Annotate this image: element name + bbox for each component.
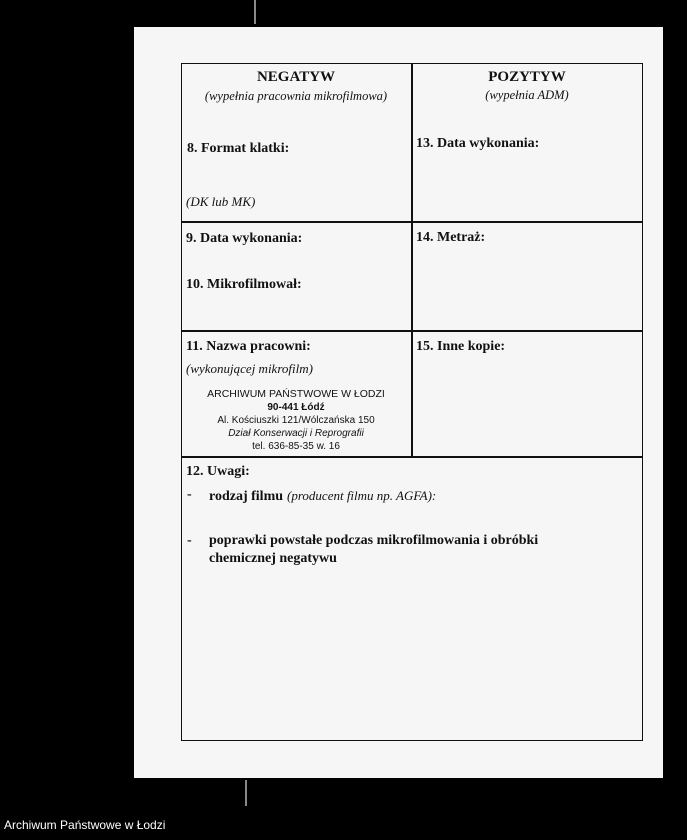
row-divider-1 bbox=[181, 221, 643, 223]
stamp-line-phone: tel. 636-85-35 w. 16 bbox=[252, 441, 340, 452]
field-8-hint: (DK lub MK) bbox=[186, 194, 256, 209]
field-12-remarks-label: 12. Uwagi: bbox=[186, 464, 250, 479]
archive-footer-caption: Archiwum Państwowe w Łodzi bbox=[4, 818, 166, 832]
row-divider-2 bbox=[181, 330, 643, 332]
field-14-length-label: 14. Metraż: bbox=[416, 230, 486, 245]
pozytyw-subtitle: (wypełnia ADM) bbox=[485, 88, 569, 102]
remark-film-type-label: rodzaj filmu bbox=[209, 489, 284, 504]
row-divider-3 bbox=[181, 456, 643, 458]
stamp-line-department: Dział Konserwacji i Reprografii bbox=[228, 428, 364, 439]
stamp-line-address: Al. Kościuszki 121/Wólczańska 150 bbox=[217, 415, 375, 426]
pozytyw-title: POZYTYW bbox=[488, 69, 566, 85]
field-13-date-label: 13. Data wykonania: bbox=[416, 136, 540, 151]
field-15-copies-label: 15. Inne kopie: bbox=[416, 339, 506, 354]
field-11-workshop-label: 11. Nazwa pracowni: bbox=[186, 339, 311, 354]
stamp-line-institution: ARCHIWUM PAŃSTWOWE W ŁODZI bbox=[207, 388, 385, 400]
negatyw-subtitle: (wypełnia pracownia mikrofilmowa) bbox=[204, 89, 388, 103]
bullet-2: - bbox=[187, 533, 192, 548]
negatyw-title: NEGATYW bbox=[256, 69, 336, 85]
field-8-format-label: 8. Format klatki: bbox=[187, 141, 290, 156]
field-10-operator-label: 10. Mikrofilmował: bbox=[186, 277, 302, 292]
bullet-1: - bbox=[187, 487, 192, 502]
remark-corrections-line1: poprawki powstałe podczas mikrofilmowania i obróbki bbox=[209, 533, 539, 548]
remark-corrections-line2: chemicznej negatywu bbox=[209, 551, 337, 566]
field-9-date-label: 9. Data wykonania: bbox=[186, 231, 303, 246]
column-divider bbox=[411, 63, 413, 457]
remark-film-type-hint: (producent filmu np. AGFA): bbox=[287, 488, 437, 503]
top-edge-mark bbox=[254, 0, 256, 24]
field-11-hint: (wykonującej mikrofilm) bbox=[186, 361, 313, 376]
remark-film-type bbox=[209, 487, 436, 505]
archive-stamp bbox=[181, 388, 411, 453]
bottom-edge-mark bbox=[245, 780, 247, 806]
stamp-line-postcode: 90-441 Łódź bbox=[267, 402, 325, 413]
